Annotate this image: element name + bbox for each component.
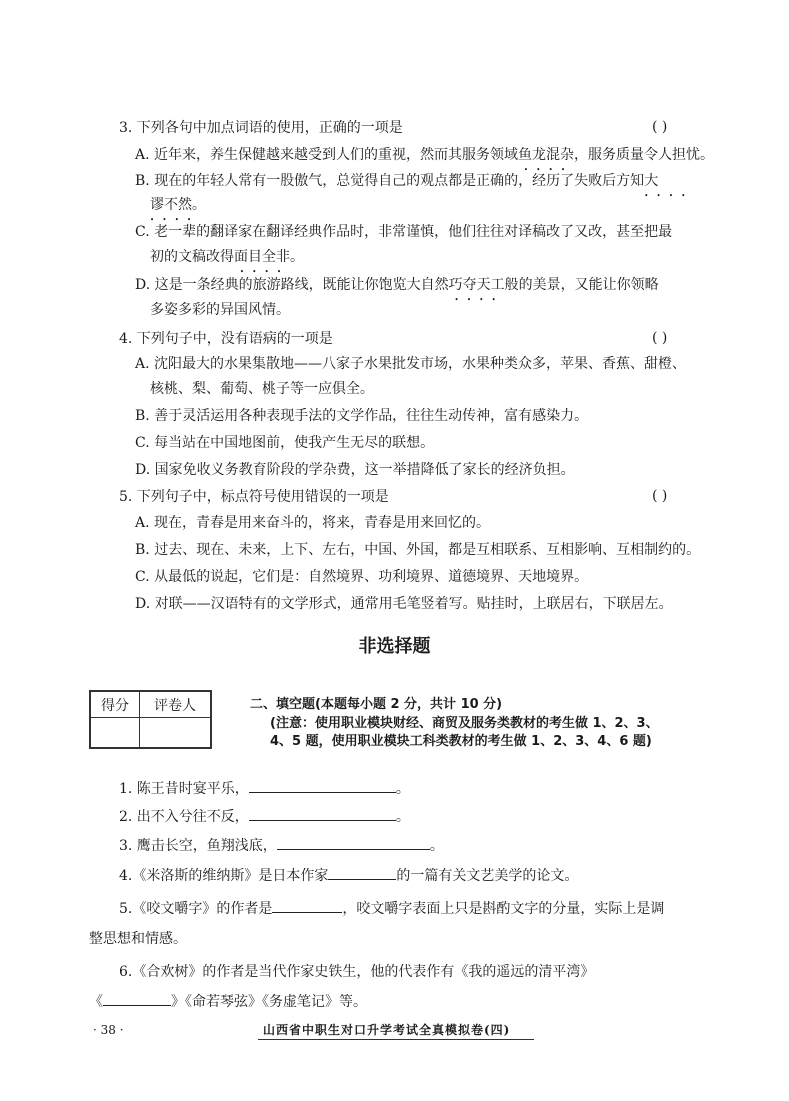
fill-blank-1[interactable] — [249, 778, 396, 793]
q5-answer-paren: ( ) — [652, 488, 668, 504]
fill-question-4: 4.《米洛斯的维纳斯》是日本作家 的一篇有关文艺美学的论文。 — [119, 865, 578, 885]
q4-option-d: D. 国家免收义务教育阶段的学杂费，这一举措降低了家长的经济负担。 — [135, 462, 575, 478]
q4-answer-paren: ( ) — [652, 330, 668, 346]
footer-rule — [258, 1039, 534, 1040]
q3-option-b: B. 现在的年轻人常有一股傲气，总觉得自己的观点都是正确的，经历了失败后方知大 • • • • — [135, 172, 658, 190]
q3-b-emphasis-1: 大 • • • • — [644, 172, 658, 190]
q3-d-emphasis: 巧夺天工 • • • • — [449, 276, 505, 294]
q4-option-a-cont: 核桃、梨、葡萄、桃子等一应俱全。 — [150, 381, 374, 397]
q5-option-d: D. 对联——汉语特有的文学形式，通常用毛笔竖着写。贴挂时，上联居右，下联居左。 — [135, 596, 673, 612]
section-heading: 非选择题 — [358, 636, 431, 657]
q5-stem: 5. 下列句子中，标点符号使用错误的一项是 — [119, 489, 389, 505]
fill-question-2: 2. 出不入兮往不反， 。 — [119, 806, 410, 826]
grader-cell[interactable] — [139, 718, 210, 748]
q3-option-d: D. 这是一条经典的旅游路线，既能让你饱览大自然巧夺天工 • • • •般的美景，又能让你领略 — [135, 276, 659, 294]
q3-option-d-cont: 多姿多彩的异国风情。 — [150, 302, 290, 318]
q4-stem: 4. 下列句子中，没有语病的一项是 — [119, 331, 333, 347]
score-cell[interactable] — [91, 718, 140, 748]
fill-question-5-cont: 整思想和情感。 — [89, 931, 187, 947]
q3-option-a: A. 近年来，养生保健越来越受到人们的重视，然而其服务领域鱼龙混杂 • • • •，服务质量令人担忧。 — [135, 146, 714, 164]
q4-option-c: C. 每当站在中国地图前，使我产生无尽的联想。 — [135, 435, 435, 451]
fill-question-6: 6.《合欢树》的作者是当代作家史铁生，他的代表作有《我的遥远的清平湾》 — [119, 964, 595, 980]
q5-option-b: B. 过去、现在、未来，上下、左右，中国、外国，都是互相联系、互相影响、互相制约的。 — [135, 542, 701, 558]
page-number: · 38 · — [93, 1023, 124, 1037]
fill-blank-2[interactable] — [249, 806, 396, 821]
score-label: 得分 — [91, 692, 140, 718]
footer-title: 山西省中职生对口升学考试全真模拟卷(四) — [263, 1023, 511, 1037]
q3-option-c: C. 老一辈的翻译家在翻译经典作品时，非常谨慎，他们往往对译稿改了又改，甚至把最 — [135, 224, 673, 240]
q3-stem: 3. 下列各句中加点词语的使用，正确的一项是 — [119, 120, 403, 136]
fill-question-6-cont: 《 》《命若琴弦》《务虚笔记》等。 — [89, 991, 367, 1011]
q3-option-c-cont: 初的文稿改得面目全非 • • • •。 — [150, 248, 304, 266]
q5-option-c: C. 从最低的说起，它们是：自然境界、功利境界、道德境界、天地境界。 — [135, 569, 589, 585]
fill-blank-4[interactable] — [328, 865, 396, 880]
fill-question-3: 3. 鹰击长空，鱼翔浅底， 。 — [119, 835, 444, 855]
q4-option-a: A. 沈阳最大的水果集散地——八家子水果批发市场，水果种类众多，苹果、香蕉、甜橙、 — [135, 356, 687, 372]
q3-answer-paren: ( ) — [652, 119, 668, 135]
fill-question-1: 1. 陈王昔时宴平乐， 。 — [119, 778, 410, 798]
q3-a-emphasis: 鱼龙混杂 • • • • — [518, 146, 574, 164]
q3-b-emphasis-2: 谬不然 • • • • — [150, 196, 192, 214]
q3-option-b-cont: 谬不然 • • • •。 — [150, 196, 206, 214]
part2-note-line2: 4、5 题，使用职业模块工科类教材的考生做 1、2、3、4、6 题) — [270, 734, 652, 749]
q3-c-emphasis: 面目全非 • • • • — [234, 248, 290, 266]
q4-option-b: B. 善于灵活运用各种表现手法的文学作品，往往生动传神，富有感染力。 — [135, 408, 589, 424]
part2-title: 二、填空题(本题每小题 2 分，共计 10 分) — [250, 697, 503, 712]
fill-blank-5[interactable] — [272, 898, 342, 913]
grader-label: 评卷人 — [139, 692, 210, 718]
part2-note-line1: (注意：使用职业模块财经、商贸及服务类教材的考生做 1、2、3、 — [270, 716, 659, 731]
fill-blank-3[interactable] — [277, 835, 430, 850]
fill-blank-6[interactable] — [103, 991, 171, 1006]
fill-question-5: 5.《咬文嚼字》的作者是 ，咬文嚼字表面上只是斟酌文字的分量，实际上是调 — [119, 898, 664, 918]
q5-option-a: A. 现在，青春是用来奋斗的，将来，青春是用来回忆的。 — [135, 515, 491, 531]
score-box — [89, 690, 212, 749]
